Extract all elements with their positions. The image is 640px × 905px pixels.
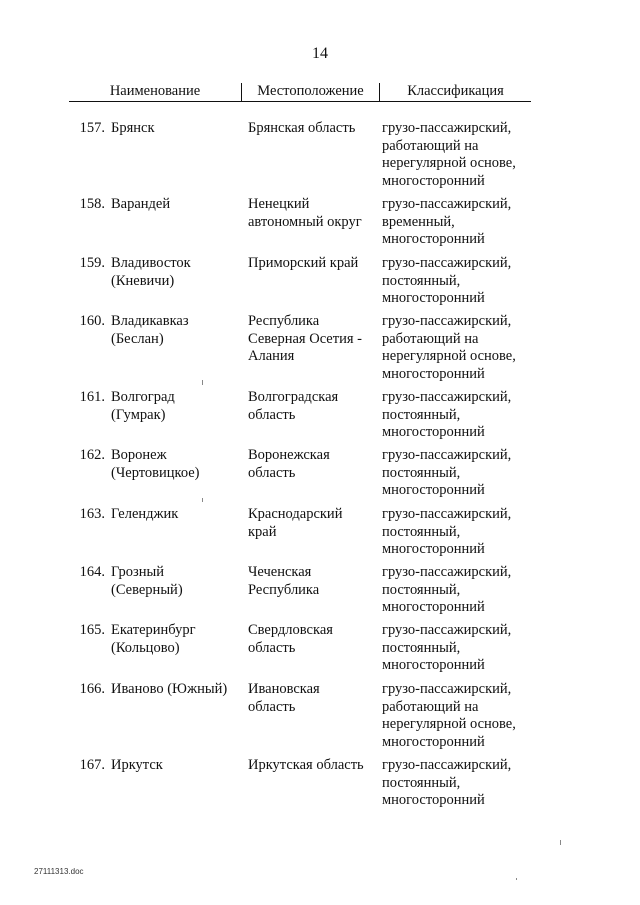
airport-classification: грузо-пассажирский, постоянный, многосторонний: [382, 506, 512, 557]
airport-classification: грузо-пассажирский, постоянный, многосторонний: [382, 757, 512, 808]
airport-name: Волгоград (Гумрак): [111, 389, 175, 423]
scan-speck: [202, 380, 203, 385]
airport-classification: грузо-пассажирский, временный, многосторонний: [382, 196, 512, 247]
document-code: 27111313.doc: [34, 867, 84, 876]
row-number: 164.: [79, 564, 105, 580]
row-number: 163.: [79, 506, 105, 522]
airport-classification: грузо-пассажирский, работающий на нерегулярной основе, многосторонний: [382, 681, 516, 750]
airport-name: Владивосток (Кневичи): [111, 255, 191, 289]
airport-name: Варандей: [111, 196, 171, 212]
scan-speck: [516, 878, 517, 880]
airport-location: Приморский край: [248, 255, 359, 271]
airport-location: Ивановская область: [248, 681, 320, 715]
airport-location: Иркутская область: [248, 757, 364, 773]
row-number: 160.: [79, 313, 105, 329]
row-number: 161.: [79, 389, 105, 405]
airport-name: Иркутск: [111, 757, 163, 773]
row-number: 157.: [79, 120, 105, 136]
header-name: Наименование: [109, 83, 201, 99]
airport-name: Иваново (Южный): [111, 681, 228, 697]
row-number: 165.: [79, 622, 105, 638]
header-location: Местоположение: [241, 83, 380, 101]
airport-classification: грузо-пассажирский, постоянный, многосторонний: [382, 447, 512, 498]
airport-location: Свердловская область: [248, 622, 333, 656]
airport-classification: грузо-пассажирский, постоянный, многосторонний: [382, 255, 512, 306]
airport-name: Владикавказ (Беслан): [111, 313, 189, 347]
scan-speck: [560, 840, 561, 845]
airport-name: Воронеж (Чертовицкое): [111, 447, 200, 481]
airport-classification: грузо-пассажирский, постоянный, многосторонний: [382, 389, 512, 440]
airport-classification: грузо-пассажирский, работающий на нерегулярной основе, многосторонний: [382, 120, 516, 189]
airport-location: Республика Северная Осетия - Алания: [248, 313, 362, 364]
airport-location: Волгоградская область: [248, 389, 339, 423]
scan-speck: [202, 498, 203, 502]
airport-name: Геленджик: [111, 506, 179, 522]
row-number: 162.: [79, 447, 105, 463]
row-number: 167.: [79, 757, 105, 773]
airport-location: Брянская область: [248, 120, 356, 136]
airport-classification: грузо-пассажирский, постоянный, многосторонний: [382, 622, 512, 673]
airport-name: Грозный (Северный): [111, 564, 183, 598]
row-number: 166.: [79, 681, 105, 697]
airport-location: Краснодарский край: [248, 506, 343, 540]
airport-name: Брянск: [111, 120, 155, 136]
row-number: 159.: [79, 255, 105, 271]
row-number: 158.: [79, 196, 105, 212]
airport-classification: грузо-пассажирский, работающий на нерегулярной основе, многосторонний: [382, 313, 516, 382]
airport-location: Воронежская область: [248, 447, 330, 481]
header-classification: Классификация: [407, 83, 504, 99]
airport-classification: грузо-пассажирский, постоянный, многосторонний: [382, 564, 512, 615]
airport-location: Ненецкий автономный округ: [248, 196, 362, 230]
airport-location: Чеченская Республика: [248, 564, 320, 598]
page-number: 14: [312, 45, 328, 62]
airport-name: Екатеринбург (Кольцово): [111, 622, 196, 656]
